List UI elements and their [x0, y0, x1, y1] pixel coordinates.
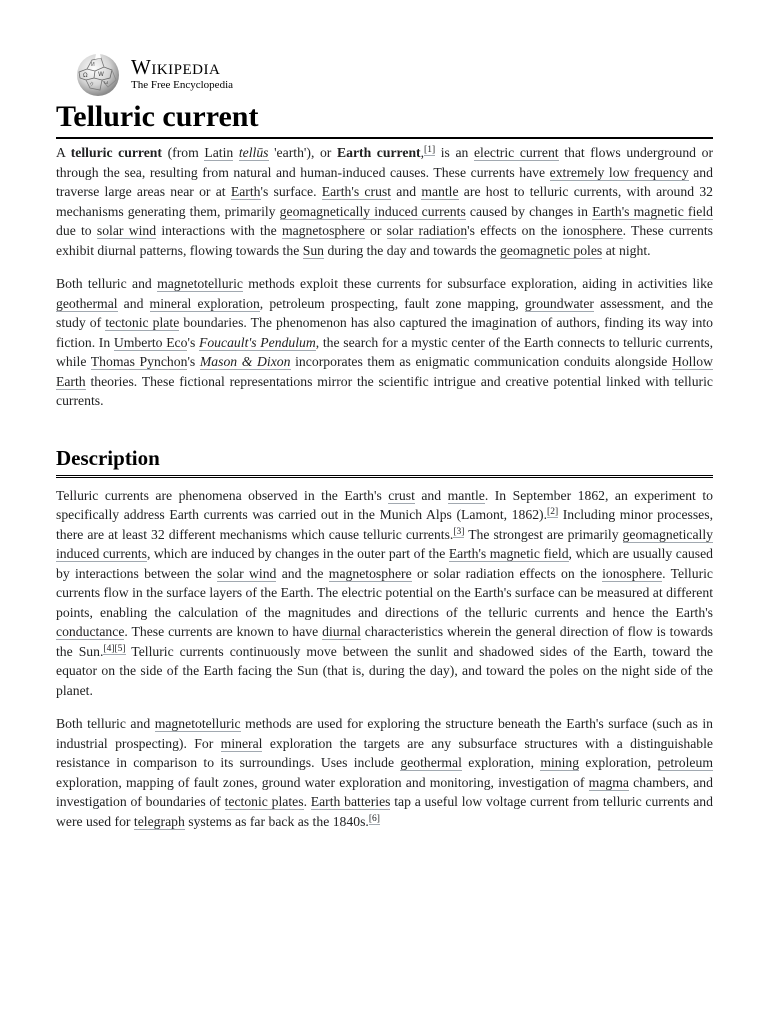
wiki-link[interactable]: solar wind [217, 565, 277, 581]
wiki-link[interactable]: crust [388, 487, 415, 503]
wiki-link[interactable]: Umberto Eco [113, 334, 188, 350]
wiki-link[interactable]: telegraph [133, 813, 185, 829]
wiki-link[interactable]: Earth [230, 184, 261, 199]
wiki-link[interactable]: mantle [421, 184, 459, 199]
wiki-link[interactable]: conductance [56, 624, 125, 639]
wiki-link[interactable]: electric current [473, 145, 559, 160]
wiki-link[interactable]: geothermal [400, 755, 462, 770]
wiki-link[interactable]: mining [540, 755, 580, 770]
wiki-link-italic[interactable]: Foucault's Pendulum [198, 334, 316, 350]
wiki-link[interactable]: magnetotelluric [157, 276, 243, 291]
wiki-link[interactable]: mineral [220, 735, 263, 751]
wiki-link[interactable]: tectonic plates [224, 794, 304, 809]
wiki-link[interactable]: geomagnetic poles [500, 242, 603, 258]
citation [115, 644, 126, 655]
intro-paragraph-2: Both telluric and magnetotelluric methods exploit these currents for subsurface exploration, aiding in activities like geothermal and mineral exploration, petroleum prospecting, fault zone mapping, groundwater assessment, and the study of tectonic plate boundaries. The phenomenon has also captured the imagination of authors, finding its way into fiction. In Umberto Eco's Foucault's Pendulum, the search for a mystic center of the Earth connects to telluric currents, while Thomas Pynchon's Mason & Dixon incorporates them as enigmatic communication conduits alongside Hollow Earth theories. These fictional representations mirror the scientific intrigue and creative potential linked with telluric currents. [56, 276, 714, 408]
svg-text:ウ: ウ [89, 82, 95, 88]
citation-link[interactable]: [6] [368, 813, 380, 824]
intro-paragraph-1: A telluric current (from Latin tellūs 'earth'), or Earth current,[1] is an electric current that flows underground or through the sea, resulting from natural and human-induced causes. These currents have extremely low frequency and traverse large areas near or at Earth's surface. Earth's crust and mantle are host to telluric currents, with around 32 mechanisms generating them, primarily geomagnetically induced currents caused by changes in Earth's magnetic field due to solar wind interactions with the magnetosphere or solar radiation's effects on the ionosphere. These currents exhibit diurnal patterns, flowing towards the Sun during the day and towards the geomagnetic poles at night. [56, 145, 714, 258]
citation-link[interactable]: [3] [453, 526, 465, 537]
wiki-link[interactable]: mantle [447, 487, 485, 503]
wiki-link[interactable]: geomagnetically induced currents [279, 203, 466, 219]
wiki-link[interactable]: Hollow Earth [56, 354, 713, 389]
wiki-link[interactable]: Earth batteries [310, 794, 391, 809]
citation [424, 145, 435, 156]
wiki-link[interactable]: petroleum [657, 755, 713, 770]
wiki-link[interactable]: magnetosphere [281, 223, 365, 238]
wikipedia-logo[interactable] [74, 48, 713, 100]
wiki-link[interactable]: ionosphere [602, 565, 663, 581]
svg-text:W: W [98, 71, 104, 78]
citation [547, 507, 558, 518]
wiki-link[interactable]: Latin [204, 145, 234, 160]
wiki-link[interactable]: solar wind [96, 223, 157, 238]
description-paragraph-1: Telluric currents are phenomena observed in the Earth's crust and mantle. In September 1862, an experiment to specifically address Earth currents was carried out in the Munich Alps (Lamont, 1862).[2] Including minor processes, there are at least 32 different mechanisms which cause telluric currents.[3] The strongest are primarily geomagnetically induced currents, which are induced by changes in the outer part of the Earth's magnetic field, which are usually caused by interactions between the solar wind and the magnetosphere or solar radiation effects on the ionosphere. Telluric currents flow in the surface layers of the Earth. The electric potential on the Earth's surface can be measured at different points, enabling the calculation of the magnitudes and directions of the telluric currents and hence the Earth's conductance. These currents are known to have diurnal characteristics wherein the general direction of flow is towards the Sun.[4][5] Telluric currents continuously move between the sunlit and shadowed sides of the Earth, toward the equator on the side of the Earth facing the Sun (that is, during the day), and toward the poles on the night side of the planet. [56, 487, 714, 698]
page-title: Telluric current [56, 100, 713, 139]
bold-term: telluric current [70, 145, 162, 160]
wiki-link[interactable]: extremely low frequency [549, 164, 689, 180]
wiki-link[interactable]: Earth's magnetic field [448, 546, 569, 561]
wiki-link[interactable]: tectonic plate [105, 315, 180, 330]
bold-term: Earth current [336, 145, 421, 160]
wiki-link[interactable]: solar radiation [386, 223, 468, 238]
wiki-link[interactable]: ionosphere [562, 223, 623, 238]
wiki-link[interactable]: diurnal [322, 624, 361, 639]
wiki-link[interactable]: Sun [302, 242, 325, 258]
citation-link[interactable]: [1] [424, 145, 436, 155]
description-paragraph-2: Both telluric and magnetotelluric methods are used for exploring the structure beneath the Earth's surface (such as in industrial prospecting). For mineral exploration the targets are any subsurface structures with a distinguishable resistance in comparison to its surroundings. Uses include geothermal exploration, mining exploration, petroleum exploration, mapping of fault zones, ground water exploration and monitoring, investigation of magma chambers, and investigation of boundaries of tectonic plates. Earth batteries tap a useful low voltage current from telluric currents and were used for telegraph systems as far back as the 1840s.[6] [56, 716, 713, 829]
wiki-link[interactable]: magnetosphere [328, 565, 412, 581]
wiki-link[interactable]: magnetotelluric [154, 716, 241, 731]
citation-link[interactable]: [2] [547, 507, 559, 517]
wiki-link[interactable]: groundwater [524, 295, 594, 311]
wikipedia-tagline: The Free Encyclopedia [131, 79, 234, 91]
citation [103, 644, 114, 655]
citation [369, 814, 380, 825]
wiki-link[interactable]: Earth's magnetic field [592, 203, 713, 219]
svg-text:ω: ω [104, 80, 109, 86]
wiki-link[interactable]: Thomas Pynchon [90, 354, 188, 369]
svg-text:И: И [91, 62, 95, 68]
wiki-link-italic[interactable]: Mason & Dixon [199, 354, 291, 369]
wiki-link[interactable]: geomagnetically induced currents [56, 526, 713, 561]
wikipedia-wordmark: Wikipedia [131, 55, 221, 79]
article [56, 48, 713, 831]
svg-text:Ω: Ω [83, 72, 88, 79]
wiki-link[interactable]: mineral exploration [149, 295, 260, 311]
citation [453, 527, 464, 538]
section-heading-description: Description [56, 445, 713, 478]
wiki-link[interactable]: geothermal [56, 295, 118, 311]
wiki-link[interactable]: magma [588, 774, 629, 790]
citation-link[interactable]: [4] [103, 643, 115, 654]
citation-link[interactable]: [5] [114, 643, 126, 654]
wikipedia-globe-icon [74, 50, 122, 98]
wiki-link[interactable]: Earth's crust [321, 184, 392, 199]
wiki-link-italic[interactable]: tellūs [238, 145, 269, 160]
